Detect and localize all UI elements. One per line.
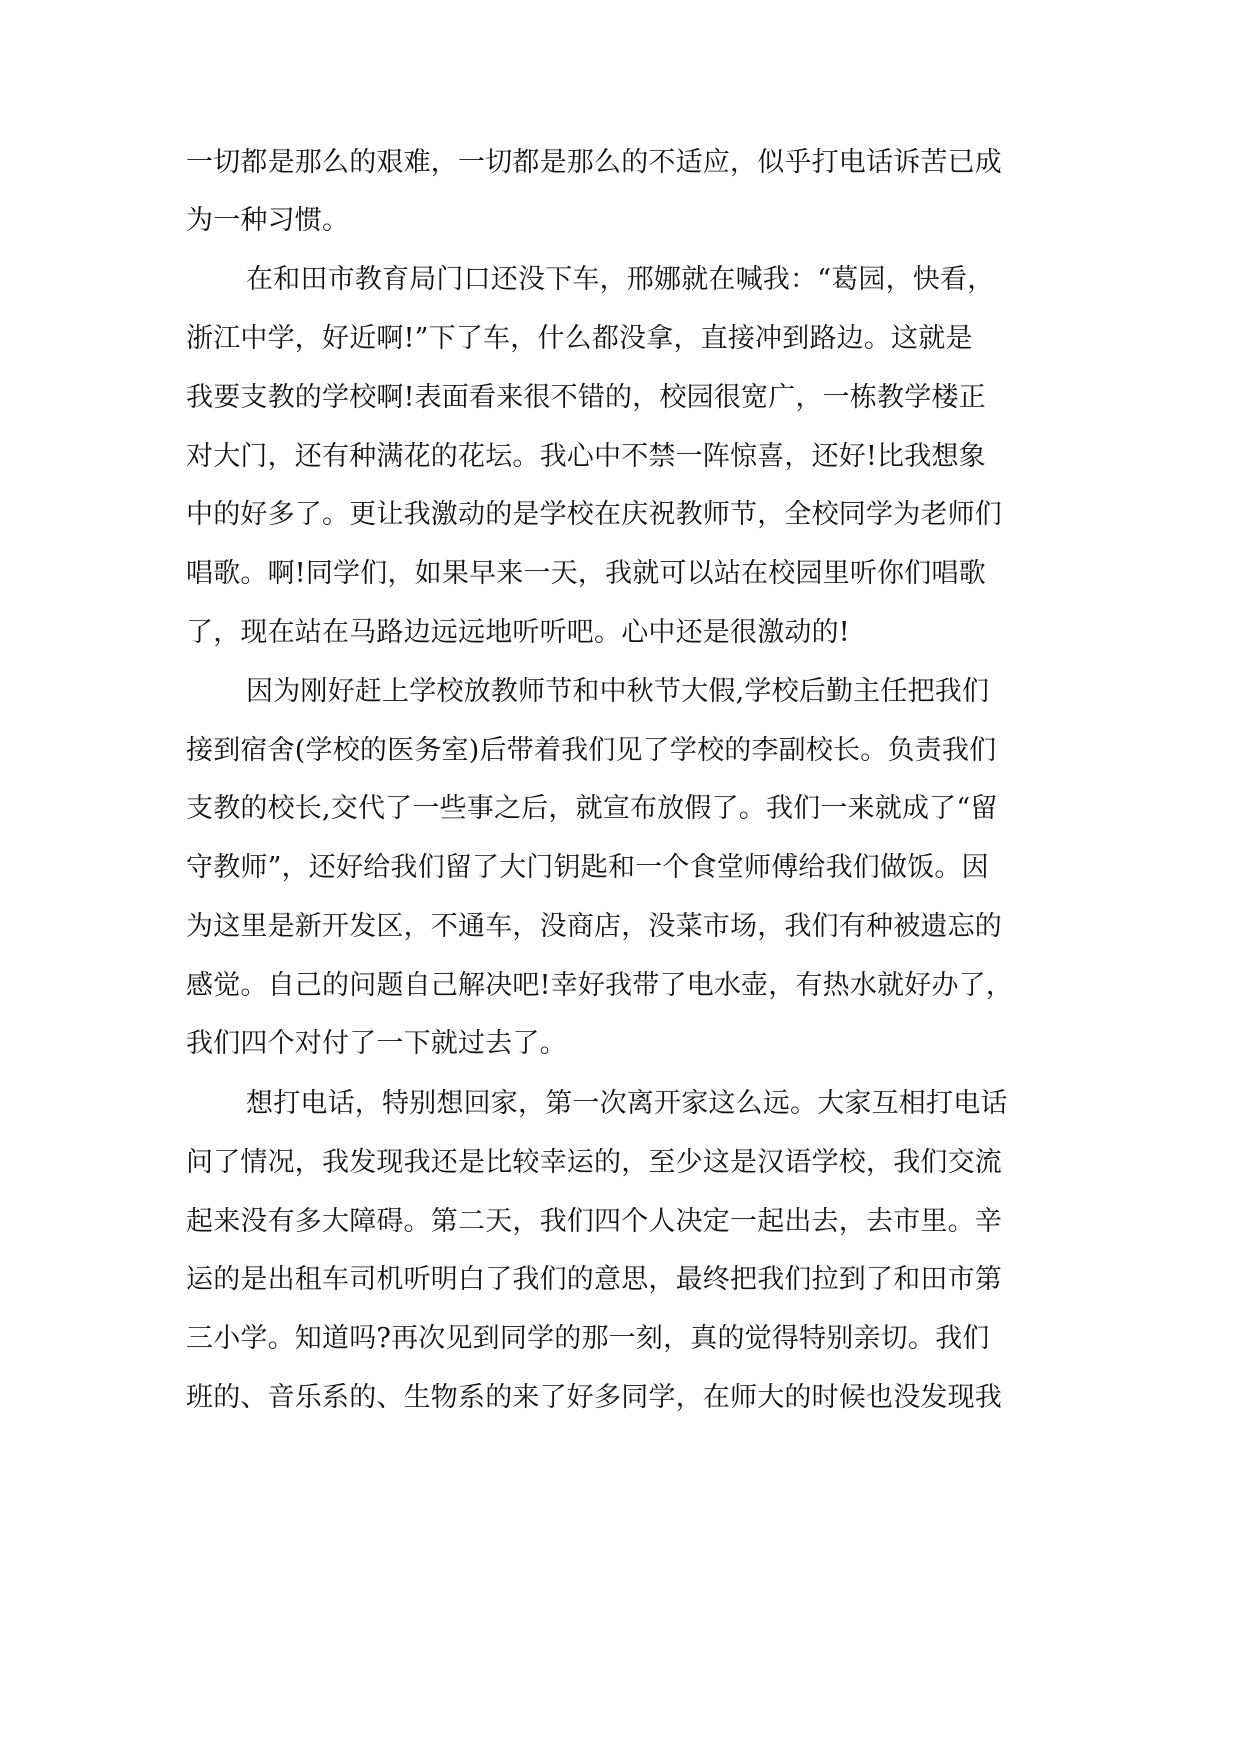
text-line: 因为刚好赶上学校放教师节和中秋节大假,学校后勤主任把我们	[246, 676, 990, 707]
text-line: 浙江中学，好近啊!”下了车，什么都没拿，直接冲到路边。这就是	[186, 323, 973, 354]
text-line: 我们四个对付了一下就过去了。	[186, 1028, 567, 1059]
text-line: 为一种习惯。	[186, 205, 350, 236]
text-line: 接到宿舍(学校的医务室)后带着我们见了学校的李副校长。负责我们	[186, 735, 997, 766]
text-line: 中的好多了。更让我激动的是学校在庆祝教师节，全校同学为老师们	[186, 499, 1002, 530]
text-line: 在和田市教育局门口还没下车，邢娜就在喊我：“葛园，快看，	[246, 264, 995, 295]
text-line: 班的、音乐系的、生物系的来了好多同学，在师大的时候也没发现我	[186, 1382, 1002, 1413]
text-line: 感觉。自己的问题自己解决吧!幸好我带了电水壶，有热水就好办了，	[186, 970, 1014, 1001]
text-line: 对大门，还有种满花的花坛。我心中不禁一阵惊喜，还好!比我想象	[186, 441, 986, 472]
text-line: 守教师”，还好给我们留了大门钥匙和一个食堂师傅给我们做饭。因	[186, 852, 989, 883]
text-line: 唱歌。啊!同学们，如果早来一天，我就可以站在校园里听你们唱歌	[186, 558, 986, 589]
text-line: 一切都是那么的艰难，一切都是那么的不适应，似乎打电话诉苦已成	[186, 147, 1002, 178]
text-line: 了，现在站在马路边远远地听听吧。心中还是很激动的!	[186, 617, 850, 648]
text-line: 运的是出租车司机听明白了我们的意思，最终把我们拉到了和田市第	[186, 1264, 1002, 1295]
text-line: 为这里是新开发区，不通车，没商店，没菜市场，我们有种被遗忘的	[186, 911, 1002, 942]
text-line: 想打电话，特别想回家，第一次离开家这么远。大家互相打电话	[246, 1088, 1008, 1119]
text-line: 我要支教的学校啊!表面看来很不错的，校园很宽广，一栋教学楼正	[186, 382, 986, 413]
text-line: 问了情况，我发现我还是比较幸运的，至少这是汉语学校，我们交流	[186, 1147, 1002, 1178]
text-line: 支教的校长,交代了一些事之后，就宣布放假了。我们一来就成了“留	[186, 793, 998, 824]
text-line: 三小学。知道吗?再次见到同学的那一刻，真的觉得特别亲切。我们	[186, 1323, 990, 1354]
text-line: 起来没有多大障碍。第二天，我们四个人决定一起出去，去市里。辛	[186, 1206, 1002, 1237]
